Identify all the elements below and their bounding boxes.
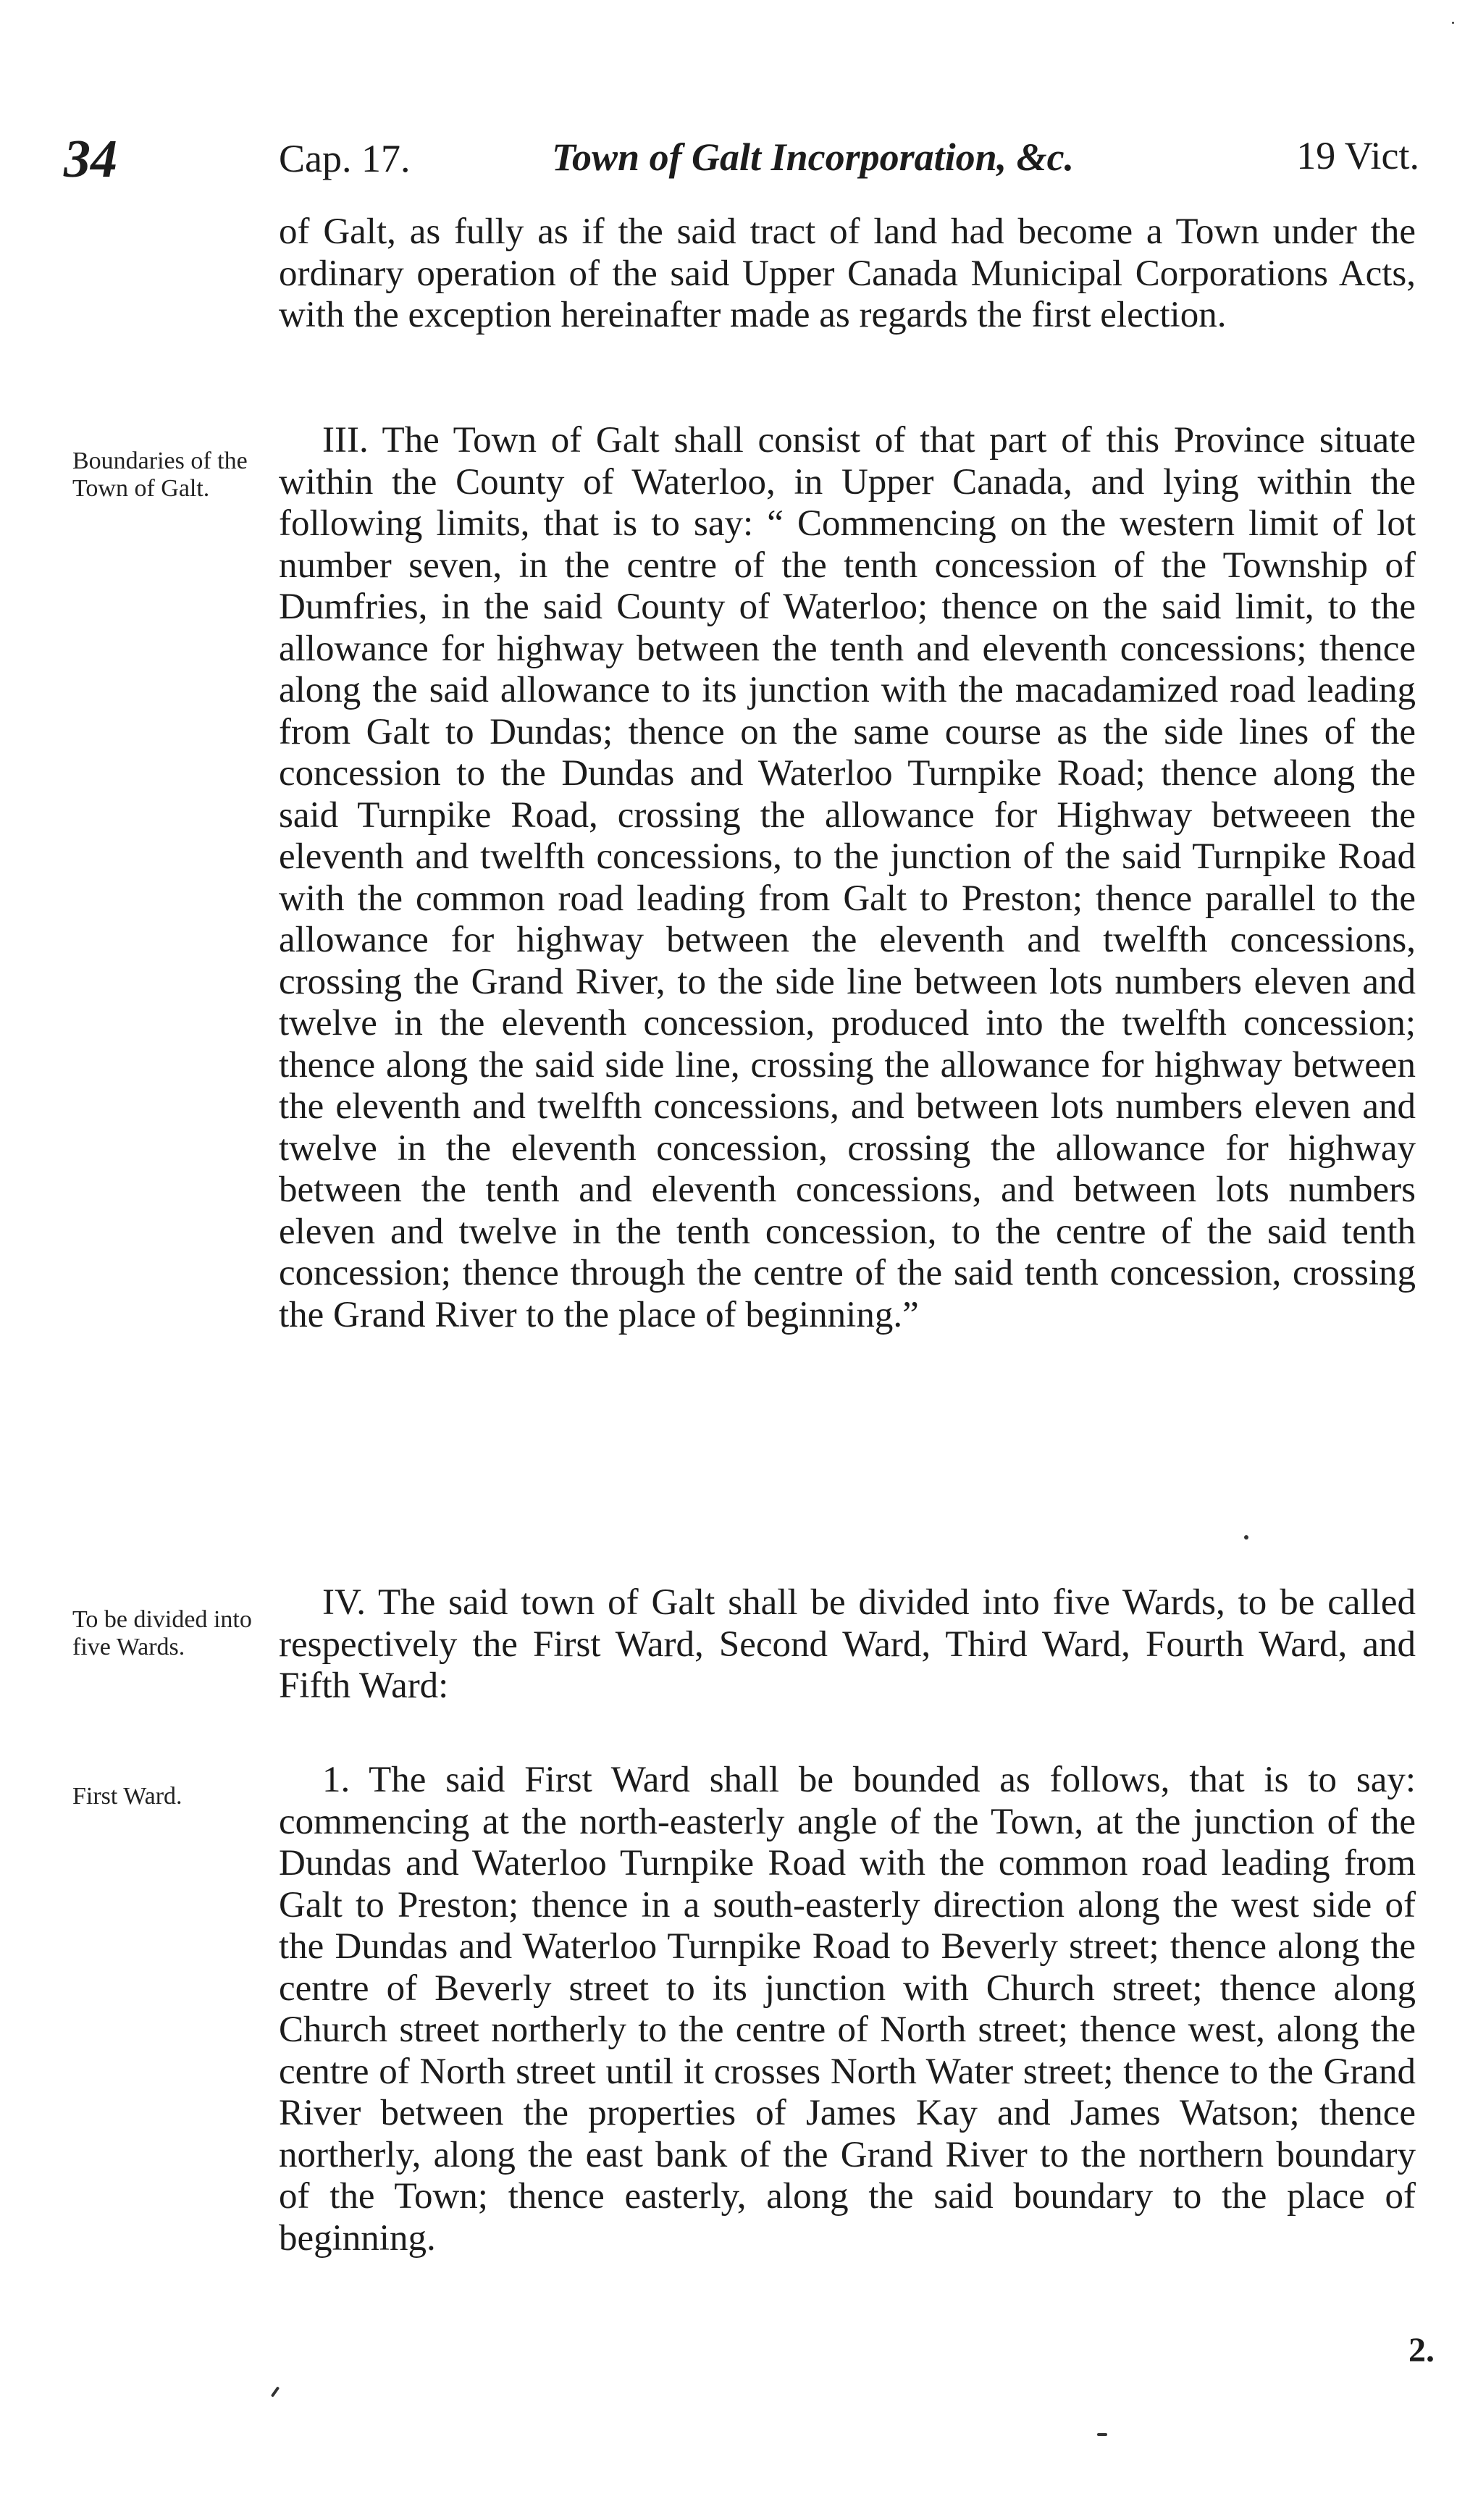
margin-note-first-ward: First Ward. <box>72 1783 182 1810</box>
regnal-year: 19 Vict. <box>1296 134 1419 177</box>
scan-speck <box>271 2386 280 2397</box>
scan-speck <box>1452 22 1454 24</box>
section-iii <box>279 420 1416 1336</box>
page-number: 34 <box>64 130 117 189</box>
catchword: 2. <box>1408 2331 1435 2369</box>
page-header <box>58 129 1419 194</box>
margin-note-boundaries: Boundaries of the Town of Galt. <box>72 448 248 502</box>
section-continuation <box>279 211 1416 337</box>
section-first-ward <box>279 1760 1416 2259</box>
paragraph-text: of Galt, as fully as if the said tract of land had become a Town under the ordinary operation of the said Upper Canada Municipal Corporations Acts, with the exception hereinafter made as regards the first election. <box>279 211 1416 335</box>
margin-note-wards: To be divided into five Wards. <box>72 1606 252 1660</box>
paragraph-text: 1. The said First Ward shall be bounded as follows, that is to say: commencing at the north-easterly angle of the Town, at the junction of the Dundas and Waterloo Turnpike Road with the common road leading from Galt to Preston; thence in a south-easterly direction along the west side of the Dundas and Waterloo Turnpike Road to Beverly street; thence along the centre of Beverly street to its junction with Church street; thence along Church street northerly to the centre of North street; thence west, along the centre of North street until it crosses North Water street; thence to the Grand River between the properties of James Kay and James Watson; thence northerly, along the east bank of the Grand River to the northern boundary of the Town; thence easterly, along the said boundary to the place of beginning. <box>279 1760 1416 2259</box>
paragraph-text: III. The Town of Galt shall consist of that part of this Province situate within the County of Waterloo, in Upper Canada, and lying within the following limits, that is to say: “ Commencing on the western limit of lot number seven, in the centre of the tenth concession of the Township of Dumfries, in the said County of Waterloo; thence on the said limit, to the allowance for highway between the tenth and eleventh concessions; thence along the said allowance to its junction with the macadamized road leading from Galt to Dundas; thence on the same course as the side lines of the concession to the Dundas and Waterloo Turnpike Road; thence along the said Turnpike Road, crossing the allowance for Highway betweeen the eleventh and twelfth concessions, to the junction of the said Turnpike Road with the common road leading from Galt to Preston; thence parallel to the allowance for highway between the eleventh and twelfth concessions, crossing the Grand River, to the side line between lots numbers eleven and twelve in the eleventh concession, produced into the twelfth concession; thence along the said side line, crossing the allowance for highway between the eleventh and twelfth concessions, and between lots numbers eleven and twelve in the eleventh concession, crossing the allowance for highway between the tenth and eleventh concessions, and between lots numbers eleven and twelve in the tenth concession, to the centre of the said tenth concession; thence through the centre of the said tenth concession, crossing the Grand River to the place of beginning.” <box>279 420 1416 1335</box>
scan-speck <box>1244 1535 1248 1540</box>
paragraph-text: IV. The said town of Galt shall be divided into five Wards, to be called respectively the First Ward, Second Ward, Third Ward, Fourth Ward, and Fifth Ward: <box>279 1582 1416 1706</box>
chapter-label: Cap. 17. <box>279 137 411 180</box>
scan-speck <box>1097 2433 1107 2436</box>
running-title: Town of Galt Incorporation, &c. <box>552 135 1075 179</box>
section-iv <box>279 1582 1416 1708</box>
